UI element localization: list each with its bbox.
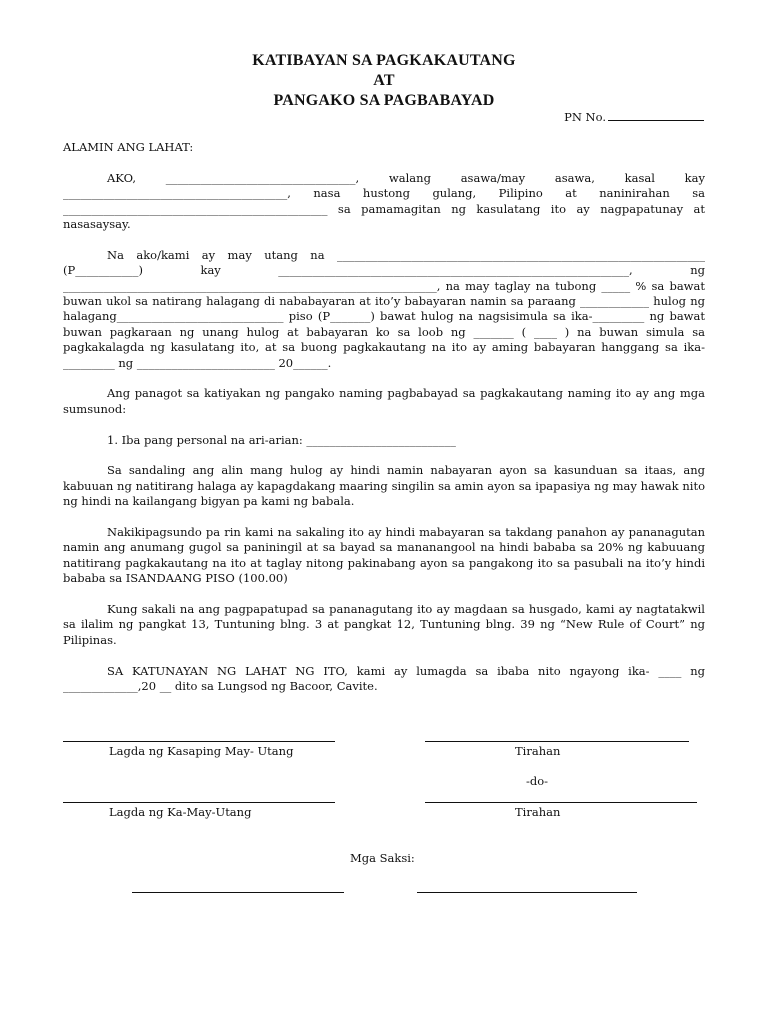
witnesses-label: Mga Saksi: <box>350 851 415 865</box>
signature-address-1 <box>425 741 689 758</box>
paragraph-default: Sa sandaling ang alin mang hulog ay hindi namin nabayaran ayon sa kasunduan sa itaas, ang kabuuan ng natitirang halaga ay kapagdakang maaring singilin sa amin ayon sa ipapasiya ng may hawak nito ng hindi na kailangang bigyan pa kami ng babala. <box>63 463 705 509</box>
ditto-mark: -do- <box>526 774 549 788</box>
paragraph-collateral-item: 1. Iba pang personal na ari-arian: __________________________ <box>107 432 456 447</box>
document-body <box>63 140 705 695</box>
signature-line <box>63 802 335 803</box>
paragraph-costs: Nakikipagsundo pa rin kami na sakaling ito ay hindi mabayaran sa takdang panahon ay pananagutan namin ang anumang gugol sa paniningil at sa bayad sa mananangool na hindi bababa sa 20% ng kabuuang natitirang pagkakautang na ito at taglay nitong pakinabang ayon sa pangakong ito sa pasubali na ito’y hindi bababa sa ISANDAANG PISO (100.00) <box>63 525 705 586</box>
signature-line <box>132 892 344 893</box>
witness-signature-1 <box>132 892 344 893</box>
witness-signature-2 <box>417 892 637 893</box>
pn-blank-line <box>608 110 704 121</box>
paragraph-debt-terms: Na ako/kami ay may utang na ________________________________________________________________ (P___________) kay _____________________________________________________________, ng _________________________________________________________________, na may taglay na tubong _____ % sa bawat buwan ukol sa natirang halagang di nababayaran at ito’y babayaran namin sa paraang ____________ hulog ng halagang_____________________________ piso (P_______) bawat hulog na nagsisimula sa ika-_________ ng bawat buwan pagkaraan ng unang hulog at babayaran ko sa loob ng _______ ( ____ ) na buwan simula sa pagkakalagda ng kasulatang ito, at sa buong pagkakautang na ito ay aming babayaran hanggang sa ika-_________ ng ________________________ 20______. <box>63 247 705 370</box>
signature-line <box>417 892 637 893</box>
pn-label: PN No. <box>564 110 606 124</box>
signature-line <box>425 741 689 742</box>
signature-line <box>63 741 335 742</box>
pn-number <box>564 110 704 124</box>
paragraph-attestation: SA KATUNAYAN NG LAHAT NG ITO, kami ay lumagda sa ibaba nito ngayong ika- ____ ng _____________,20 __ dito sa Lungsod ng Bacoor, Cavite. <box>63 663 705 694</box>
paragraph-collateral: Ang panagot sa katiyakan ng pangako naming pagbabayad sa pagkakautang naming ito ay ang mga sumsunod: <box>63 386 705 416</box>
document-title-line1: KATIBAYAN SA PAGKAKAUTANG <box>252 52 516 69</box>
signature-line <box>425 802 697 803</box>
greeting: ALAMIN ANG LAHAT: <box>63 140 194 154</box>
signature-codebtor-label: Lagda ng Ka-May-Utang <box>109 805 252 819</box>
address-1-label: Tirahan <box>515 744 561 758</box>
signature-codebtor <box>63 802 335 819</box>
paragraph-court: Kung sakali na ang pagpapatupad sa pananagutang ito ay magdaan sa husgado, kami ay nagtatakwil sa ilalim ng pangkat 13, Tuntuning blng. 3 at pangkat 12, Tuntuning blng. 39 ng “New Rule of Court” ng Pilipinas. <box>63 602 705 647</box>
address-2-label: Tirahan <box>515 805 561 819</box>
signature-debtor <box>63 741 335 758</box>
signature-debtor-label: Lagda ng Kasaping May- Utang <box>109 744 294 758</box>
document-title-line3: PANGAKO SA PAGBABAYAD <box>273 92 495 109</box>
signature-address-2 <box>425 802 697 819</box>
document-title-line2: AT <box>373 72 395 89</box>
paragraph-declaration: AKO, _________________________________, walang asawa/may asawa, kasal kay _______________________________________, nasa hustong gulang, Pilipino at naninirahan sa ______________________________________________ sa pamamagitan ng kasulatang ito ay nagpapatunay at nasasaysay. <box>63 170 705 232</box>
